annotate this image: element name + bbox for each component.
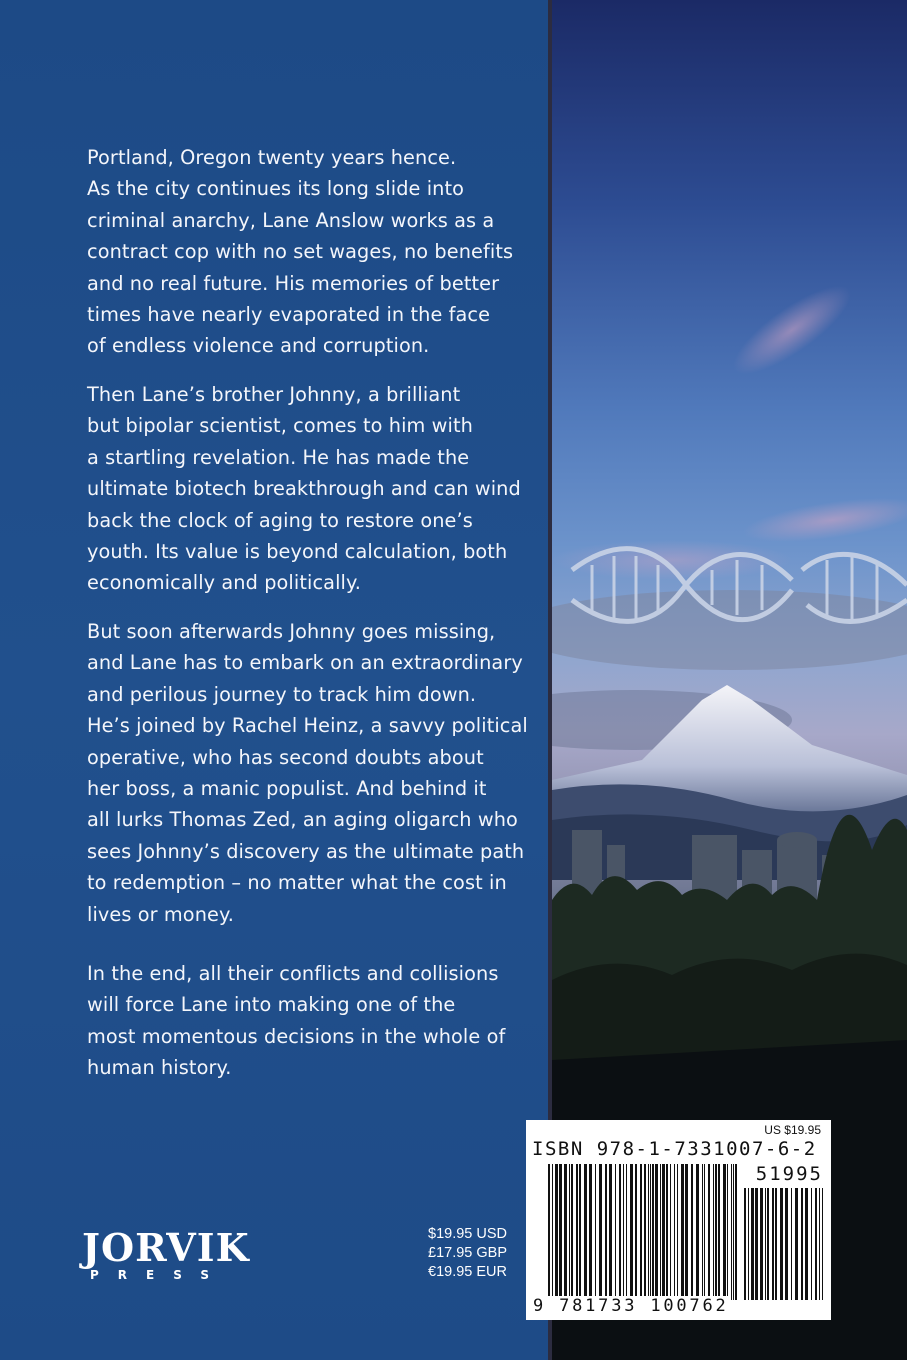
blurb-line: and perilous journey to track him down. <box>87 682 477 706</box>
blurb-line: of endless violence and corruption. <box>87 334 430 358</box>
barcode-bar <box>815 1188 817 1300</box>
barcode-bar <box>696 1164 699 1300</box>
blurb-line: human history. <box>87 1056 232 1080</box>
barcode-bar <box>644 1164 646 1300</box>
barcode-bar <box>623 1164 624 1300</box>
price-usd: $19.95 USD <box>428 1226 507 1242</box>
blurb-line: all lurks Thomas Zed, an aging oligarch who <box>87 808 518 832</box>
isbn-text: ISBN 978-1-7331007-6-2 <box>532 1138 817 1160</box>
barcode-bar <box>589 1164 592 1300</box>
ean-digits: 9 781733 100762 <box>533 1296 729 1316</box>
barcode-bar <box>576 1164 578 1300</box>
barcode-bar <box>704 1164 705 1300</box>
barcode-bar <box>555 1164 558 1300</box>
barcode-bar <box>648 1164 649 1300</box>
price-gbp: £17.95 GBP <box>428 1245 507 1261</box>
barcode-bar <box>640 1164 642 1300</box>
blurb-line: lives or money. <box>87 902 234 926</box>
blurb-line: but bipolar scientist, comes to him with <box>87 414 473 438</box>
barcode-bar <box>599 1164 602 1300</box>
blurb-line: Portland, Oregon twenty years hence. <box>87 146 457 169</box>
barcode-bar <box>615 1164 616 1300</box>
price-eur: €19.95 EUR <box>428 1264 507 1280</box>
blurb-line: In the end, all their conflicts and collisions <box>87 962 499 985</box>
barcode-bar <box>559 1164 562 1300</box>
blurb-line: economically and politically. <box>87 571 361 595</box>
barcode-bar <box>735 1164 737 1300</box>
blurb-line: Then Lane’s brother Johnny, a brilliant <box>87 383 461 406</box>
blurb-paragraph-4 <box>87 958 505 1084</box>
barcode-bar <box>630 1164 633 1300</box>
barcode-bar <box>666 1164 668 1300</box>
barcode-bar <box>822 1188 823 1300</box>
publisher-logo-subtext: PRESS <box>90 1268 228 1282</box>
blurb-line: back the clock of aging to restore one’s <box>87 508 473 532</box>
barcode-bar <box>760 1188 763 1300</box>
barcode-bar <box>691 1164 693 1300</box>
ean-barcode-bars <box>548 1164 738 1300</box>
barcode-bar <box>731 1164 732 1300</box>
barcode-bar <box>715 1164 717 1300</box>
barcode-bar <box>805 1188 808 1300</box>
blurb-line: times have nearly evaporated in the face <box>87 303 491 327</box>
barcode-bar <box>702 1164 703 1300</box>
barcode-price-label: US $19.95 <box>764 1123 821 1137</box>
barcode-bar <box>785 1188 788 1300</box>
barcode-bar <box>677 1164 678 1300</box>
barcode-bar <box>733 1164 734 1300</box>
barcode-bar <box>619 1164 621 1300</box>
barcode-bar <box>708 1164 710 1300</box>
barcode-bar <box>755 1188 758 1300</box>
blurb-line: sees Johnny’s discovery as the ultimate path <box>87 839 525 863</box>
blurb-paragraph-2 <box>87 379 521 599</box>
barcode-bar <box>765 1188 766 1300</box>
barcode-bar <box>626 1164 627 1300</box>
blurb-paragraph-3 <box>87 616 528 930</box>
barcode-bar <box>584 1164 587 1300</box>
barcode-bar <box>723 1164 726 1300</box>
blurb-paragraph-1 <box>87 142 513 362</box>
blurb-line: most momentous decisions in the whole of <box>87 1024 506 1048</box>
barcode-bar <box>811 1188 812 1300</box>
barcode-bar <box>595 1164 596 1300</box>
barcode-bar <box>718 1164 720 1300</box>
barcode-bar <box>775 1188 777 1300</box>
blurb-line: and Lane has to embark on an extraordinary <box>87 651 523 675</box>
barcode-bar <box>744 1188 746 1300</box>
barcode-bar <box>564 1164 567 1300</box>
barcode-bar <box>748 1188 749 1300</box>
barcode-bar <box>751 1188 754 1300</box>
blurb-line: will force Lane into making one of the <box>87 993 456 1017</box>
blurb-line: As the city continues its long slide into <box>87 177 465 201</box>
blurb-line: He’s joined by Rachel Heinz, a savvy political <box>87 714 528 738</box>
barcode-bar <box>801 1188 803 1300</box>
barcode-bar <box>552 1164 553 1300</box>
barcode-bar <box>660 1164 661 1300</box>
barcode-bar <box>605 1164 607 1300</box>
barcode-bar <box>571 1164 573 1300</box>
blurb-line: operative, who has second doubts about <box>87 745 484 769</box>
blurb-line: criminal anarchy, Lane Anslow works as a <box>87 208 495 232</box>
barcode-bar <box>685 1164 688 1300</box>
barcode-bar <box>652 1164 654 1300</box>
barcode-addon-code: 51995 <box>755 1163 823 1185</box>
barcode-bar <box>713 1164 714 1300</box>
barcode-bar <box>650 1164 651 1300</box>
blurb-line: youth. Its value is beyond calculation, both <box>87 540 508 564</box>
barcode-bar <box>569 1164 570 1300</box>
price-list <box>428 1225 507 1282</box>
blurb-line: a startling revelation. He has made the <box>87 445 470 469</box>
blurb-line: to redemption – no matter what the cost in <box>87 871 507 895</box>
blurb-line: her boss, a manic populist. And behind it <box>87 777 487 801</box>
barcode-bar <box>772 1188 774 1300</box>
barcode-bar <box>674 1164 675 1300</box>
isbn-barcode <box>526 1120 831 1320</box>
barcode-bar <box>819 1188 820 1300</box>
barcode-bar <box>681 1164 684 1300</box>
barcode-bar <box>579 1164 581 1300</box>
barcode-bar <box>767 1188 769 1300</box>
barcode-bar <box>780 1188 783 1300</box>
barcode-bar <box>548 1164 550 1300</box>
barcode-bar <box>609 1164 612 1300</box>
blurb-line: and no real future. His memories of better <box>87 271 500 295</box>
blurb-line: But soon afterwards Johnny goes missing, <box>87 620 496 643</box>
publisher-logo: JORVIK <box>82 1225 250 1270</box>
blurb-line: ultimate biotech breakthrough and can wind <box>87 477 521 501</box>
barcode-bar <box>670 1164 671 1300</box>
addon-barcode-bars <box>744 1188 824 1300</box>
barcode-bar <box>727 1164 728 1300</box>
barcode-bar <box>791 1188 792 1300</box>
barcode-bar <box>662 1164 665 1300</box>
barcode-bar <box>795 1188 798 1300</box>
barcode-bar <box>635 1164 637 1300</box>
barcode-bar <box>655 1164 658 1300</box>
blurb-line: contract cop with no set wages, no benefits <box>87 240 514 264</box>
